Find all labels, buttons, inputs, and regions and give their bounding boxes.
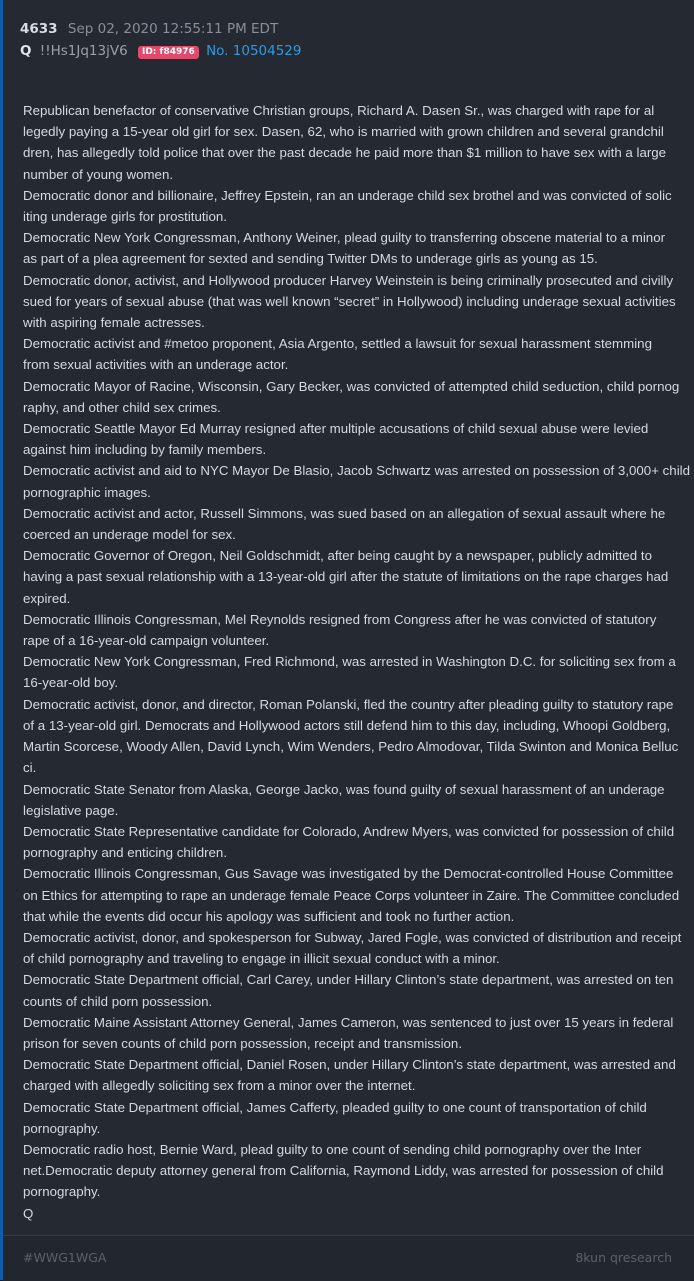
post-text-line: Democratic State Department official, James Cafferty, pleaded guilty to one count of transportation of child xyxy=(23,1099,647,1115)
poster-id-badge: ID: f84976 xyxy=(138,46,199,59)
post-footer xyxy=(3,1235,694,1281)
post-text-line: Democratic State Representative candidate for Colorado, Andrew Myers, was convicted for possession of child xyxy=(23,823,675,839)
post-text-line: Democratic Mayor of Racine, Wisconsin, Gary Becker, was convicted of attempted child seduction, child pornog xyxy=(23,378,680,394)
post-text-line: on Ethics for attempting to rape an underage female Peace Corps volunteer in Zaire. The Committee concluded xyxy=(23,887,680,903)
post-text-line: Democratic Maine Assistant Attorney General, James Cameron, was sentenced to just over 15 years in federal xyxy=(23,1014,674,1030)
post-text-line: raphy, and other child sex crimes. xyxy=(23,399,221,415)
post-text-line: legedly paying a 15-year old girl for sex. Dasen, 62, who is married with grown children and several grandchil xyxy=(23,124,664,140)
post-text-line: legislative page. xyxy=(23,802,119,818)
post-text-line: Democratic State Department official, Daniel Rosen, under Hillary Clinton’s state department, was arrested and xyxy=(23,1057,676,1073)
post-text-line: Democratic Seattle Mayor Ed Murray resigned after multiple accusations of child sexual abuse were levied xyxy=(23,421,649,437)
post-author-row xyxy=(20,42,684,60)
post-text-line: pornography. xyxy=(23,1184,101,1200)
post-text-line: Democratic New York Congressman, Anthony Weiner, plead guilty to transferring obscene material to a minor xyxy=(23,230,666,246)
post-header xyxy=(20,20,684,60)
post-text-line: Democratic activist, donor, and director, Roman Polanski, fled the country after pleading guilty to statutory rape xyxy=(23,696,674,712)
post-text-line: pornography and enticing children. xyxy=(23,845,228,861)
post-number: 4633 xyxy=(20,21,58,37)
post-text-line: Democratic Illinois Congressman, Mel Reynolds resigned from Congress after he was convicted of statutory xyxy=(23,611,657,627)
post-text-line: rape of a 16-year-old campaign volunteer. xyxy=(23,633,270,649)
post-body xyxy=(23,100,690,1224)
post-text-line: Democratic activist, donor, and spokesperson for Subway, Jared Fogle, was convicted of distribution and receipt xyxy=(23,929,682,945)
post-text-line: counts of child porn possession. xyxy=(23,993,213,1009)
source-label: 8kun qresearch xyxy=(575,1250,672,1265)
post-text-line: of a 13-year-old girl. Democrats and Hollywood actors still defend him to this day, including, Whoopi Goldberg, xyxy=(23,717,671,733)
post-text-line: having a past sexual relationship with a 13-year-old girl after the statute of limitations on the rape charges had xyxy=(23,569,669,585)
post-text-line: prison for seven counts of child porn possession, receipt and transmission. xyxy=(23,1035,463,1051)
post-text-line: Democratic Illinois Congressman, Gus Savage was investigated by the Democrat-controlled House Committee xyxy=(23,866,674,882)
post-text-line: dren, has allegedly told police that over the past decade he paid more than $1 million to have sex with a large xyxy=(23,145,667,161)
tripcode: !!Hs1Jq13jV6 xyxy=(39,43,128,59)
post-text-line: Democratic New York Congressman, Fred Richmond, was arrested in Washington D.C. for soliciting sex from a xyxy=(23,654,676,670)
post-text-line: Democratic State Department official, Carl Carey, under Hillary Clinton’s state department, was arrested on ten xyxy=(23,972,674,988)
author-name: Q xyxy=(20,43,32,59)
hashtag-label: #WWG1WGA xyxy=(23,1250,107,1265)
post-text-line: ci. xyxy=(23,760,37,776)
post-text-line: charged with allegedly soliciting sex from a minor over the internet. xyxy=(23,1078,416,1094)
post-text-line: Q xyxy=(23,1205,34,1221)
post-text-line: pornographic images. xyxy=(23,484,151,500)
post-text-line: that while the events did occur his apology was sufficient and took no further action. xyxy=(23,908,515,924)
post-text-line: Democratic activist and #metoo proponent, Asia Argento, settled a lawsuit for sexual harassment stemming xyxy=(23,336,652,352)
post-timestamp: Sep 02, 2020 12:55:11 PM EDT xyxy=(67,21,279,37)
post-text-line: iting underage girls for prostitution. xyxy=(23,209,227,225)
post-text-line: 16-year-old boy. xyxy=(23,675,119,691)
post-text-line: of child pornography and traveling to engage in illicit sexual conduct with a minor. xyxy=(23,951,500,967)
post-text-line: Democratic activist and actor, Russell Simmons, was sued based on an allegation of sexual assault where he xyxy=(23,505,666,521)
post-text-line: Democratic activist and aid to NYC Mayor De Blasio, Jacob Schwartz was arrested on possession of 3,000+ child xyxy=(23,463,690,479)
post-text-line: net.Democratic deputy attorney general from California, Raymond Liddy, was arrested for possession of child xyxy=(23,1163,664,1179)
post-text-line: pornography. xyxy=(23,1120,101,1136)
post-text-line: with aspiring female actresses. xyxy=(23,315,205,331)
post-text-line: Democratic donor, activist, and Hollywood producer Harvey Weinstein is being criminally prosecuted and civilly xyxy=(23,272,674,288)
post-text-line: Republican benefactor of conservative Christian groups, Richard A. Dasen Sr., was charged with rape for al xyxy=(23,103,655,118)
post-text-line: sued for years of sexual abuse (that was well known “secret” in Hollywood) including underage sexual activities xyxy=(23,293,676,309)
post-meta-row xyxy=(20,20,684,38)
post-text-line: coerced an underage model for sex. xyxy=(23,527,236,543)
post-text-line: expired. xyxy=(23,590,71,606)
post-text-line: Democratic donor and billionaire, Jeffrey Epstein, ran an underage child sex brothel and was convicted of solic xyxy=(23,187,672,203)
post-text-line: Democratic radio host, Bernie Ward, plead guilty to one count of sending child pornography over the Inter xyxy=(23,1141,642,1157)
post-text-line: against him including by family members. xyxy=(23,442,267,458)
post-text-line: Democratic Governor of Oregon, Neil Goldschmidt, after being caught by a newspaper, publicly admitted to xyxy=(23,548,652,564)
post-text-line: Martin Scorcese, Woody Allen, David Lynch, Wim Wenders, Pedro Almodovar, Tilda Swinton and Monica Belluc xyxy=(23,739,679,755)
post-number-link[interactable]: No. 10504529 xyxy=(206,43,302,59)
post-text-line: as part of a plea agreement for sexted and sending Twitter DMs to underage girls as young as 15. xyxy=(23,251,598,267)
post-text-line: Democratic State Senator from Alaska, George Jacko, was found guilty of sexual harassment of an underage xyxy=(23,781,665,797)
post-text-line: from sexual activities with an underage actor. xyxy=(23,357,289,373)
post-text-line: number of young women. xyxy=(23,166,174,182)
